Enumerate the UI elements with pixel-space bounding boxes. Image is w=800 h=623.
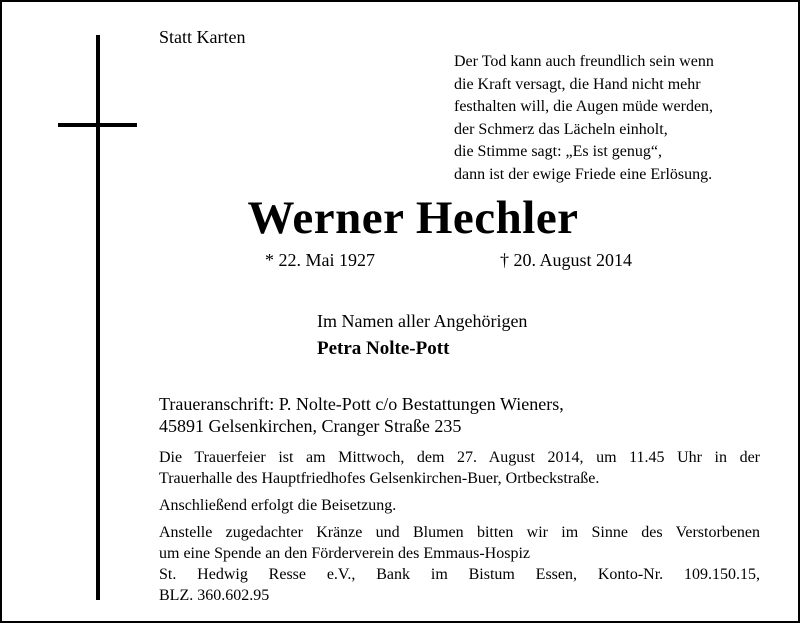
ceremony-line: Trauerhalle des Hauptfriedhofes Gelsenkirchen-Buer, Ortbeckstraße.	[159, 470, 600, 487]
address-line: Traueranschrift: P. Nolte-Pott c/o Bestattungen Wieners,	[159, 394, 564, 414]
donation-line: um eine Spende an den Förderverein des Emmaus-Hospiz	[159, 545, 531, 562]
address-line: 45891 Gelsenkirchen, Cranger Straße 235	[159, 416, 462, 436]
poem-line: der Schmerz das Lächeln einholt,	[454, 120, 668, 138]
donation-line: BLZ. 360.602.95	[159, 587, 270, 604]
family-signatory: Petra Nolte-Pott	[317, 338, 450, 359]
mourning-address	[159, 393, 564, 437]
deceased-name: Werner Hechler	[247, 192, 579, 244]
cross-icon-crossbar	[58, 123, 137, 127]
poem-line: dann ist der ewige Friede eine Erlösung.	[454, 165, 713, 183]
donation-line: St. Hedwig Resse e.V., Bank im Bistum Essen, Konto-Nr. 109.150.15,	[159, 566, 760, 583]
poem-line: festhalten will, die Augen müde werden,	[454, 98, 714, 115]
poem-line: die Stimme sagt: „Es ist genug“,	[454, 143, 662, 160]
family-intro: Im Namen aller Angehörigen	[317, 311, 528, 331]
ceremony-info	[159, 447, 760, 489]
death-date: † 20. August 2014	[500, 250, 633, 270]
cross-icon	[96, 35, 100, 600]
donation-line: Anstelle zugedachter Kränze und Blumen bitten wir im Sinne des Verstorbenen	[159, 524, 760, 541]
burial-info	[159, 495, 760, 516]
ceremony-line: Die Trauerfeier ist am Mittwoch, dem 27. August 2014, um 11.45 Uhr in der	[159, 449, 760, 466]
poem-line: Der Tod kann auch freundlich sein wenn	[454, 53, 714, 70]
poem-line: die Kraft versagt, die Hand nicht mehr	[454, 75, 701, 93]
birth-date: * 22. Mai 1927	[265, 250, 375, 270]
burial-line: Anschließend erfolgt die Beisetzung.	[159, 497, 397, 514]
poem	[454, 51, 714, 186]
statt-karten: Statt Karten	[159, 27, 246, 47]
donation-info	[159, 522, 760, 606]
